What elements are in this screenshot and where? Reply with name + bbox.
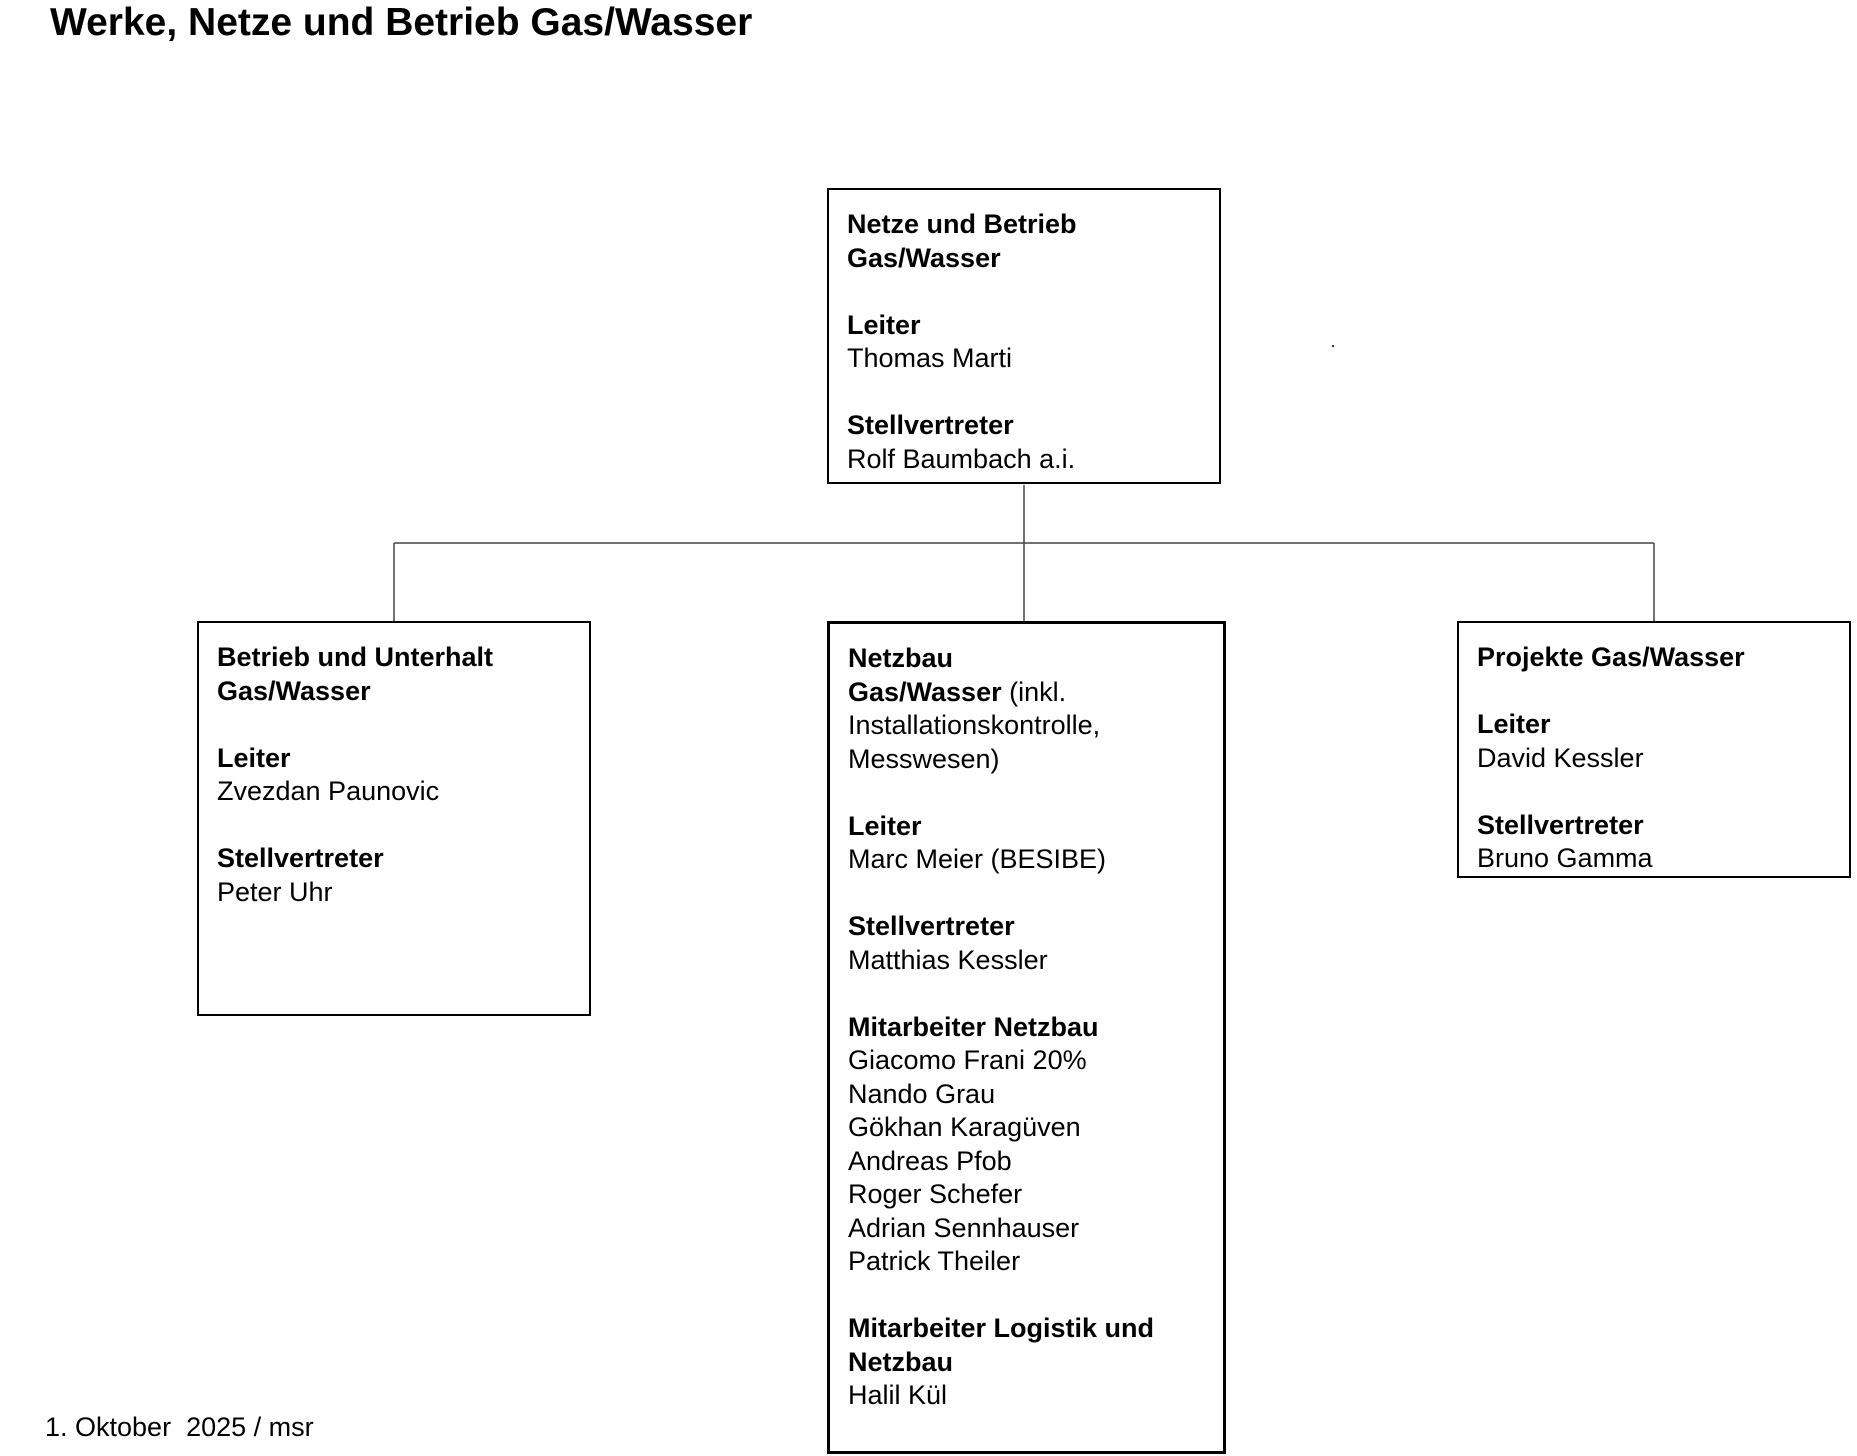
person-name: Marc Meier (BESIBE): [848, 844, 1107, 874]
box-title-bold: Gas/Wasser: [848, 676, 1002, 707]
box-title-line: Gas/Wasser: [217, 675, 371, 706]
section-heading: Stellvertreter: [847, 410, 1014, 440]
person-name: David Kessler: [1477, 742, 1644, 773]
person-name: Andreas Pfob: [848, 1145, 1012, 1176]
box-title: [847, 208, 1201, 275]
person-name: Adrian Sennhauser: [848, 1212, 1080, 1243]
box-title-note: (inkl.: [1001, 676, 1067, 707]
person-name: Halil Kül: [848, 1380, 948, 1410]
section-leiter: [217, 742, 571, 809]
section-heading: Leiter: [1477, 709, 1551, 739]
section-heading: Stellvertreter: [1477, 809, 1644, 840]
org-box-netzbau: [827, 621, 1226, 1454]
person-name: Rolf Baumbach a.i.: [847, 443, 1076, 474]
section-heading: Leiter: [847, 309, 921, 340]
section-heading: Stellvertreter: [848, 911, 1015, 941]
person-name: Zvezdan Paunovic: [217, 776, 440, 806]
person-name: Bruno Gamma: [1477, 843, 1653, 873]
box-title-line: Betrieb und Unterhalt: [217, 642, 494, 672]
person-name: Peter Uhr: [217, 876, 333, 907]
box-title: [217, 641, 571, 708]
person-name: Roger Schefer: [848, 1179, 1023, 1209]
section-leiter: [1477, 708, 1831, 775]
person-name: Matthias Kessler: [848, 944, 1048, 975]
box-title: [848, 642, 1205, 776]
person-name: Patrick Theiler: [848, 1246, 1021, 1276]
box-title: [1477, 641, 1831, 675]
section-stellvertreter: [217, 842, 571, 909]
person-name: Nando Grau: [848, 1078, 996, 1109]
box-title-line: Netzbau: [848, 643, 954, 673]
person-name: Thomas Marti: [847, 343, 1013, 373]
box-title-line: [848, 676, 1205, 710]
box-title-note: Installationskontrolle,: [848, 710, 1101, 740]
section-mitarbeiter-netzbau: [848, 1011, 1205, 1279]
box-title-note: Messwesen): [848, 743, 1000, 774]
box-title-line: Netze und Betrieb: [847, 209, 1077, 239]
section-stellvertreter: [1477, 809, 1831, 876]
org-box-netze-und-betrieb: [827, 188, 1221, 484]
section-heading: Netzbau: [848, 1346, 954, 1377]
section-heading: Leiter: [217, 742, 291, 773]
section-leiter: [847, 309, 1201, 376]
section-leiter: [848, 810, 1205, 877]
section-heading: Leiter: [848, 810, 922, 841]
section-mitarbeiter-logistik: [848, 1312, 1205, 1413]
stray-dot: [1332, 345, 1334, 347]
org-box-projekte: [1457, 621, 1851, 878]
person-name: Gökhan Karagüven: [848, 1112, 1081, 1142]
section-stellvertreter: [847, 409, 1201, 476]
section-heading: Stellvertreter: [217, 843, 384, 873]
page-title: Werke, Netze und Betrieb Gas/Wasser: [50, 1, 753, 44]
box-title-line: Gas/Wasser: [847, 242, 1001, 273]
person-name: Giacomo Frani 20%: [848, 1045, 1087, 1075]
section-heading: Mitarbeiter Netzbau: [848, 1011, 1099, 1042]
section-stellvertreter: [848, 910, 1205, 977]
org-box-betrieb-und-unterhalt: [197, 621, 591, 1016]
box-title-line: Projekte Gas/Wasser: [1477, 642, 1745, 672]
section-heading: Mitarbeiter Logistik und: [848, 1313, 1155, 1343]
footer-date: 1. Oktober 2025 / msr: [45, 1412, 314, 1442]
